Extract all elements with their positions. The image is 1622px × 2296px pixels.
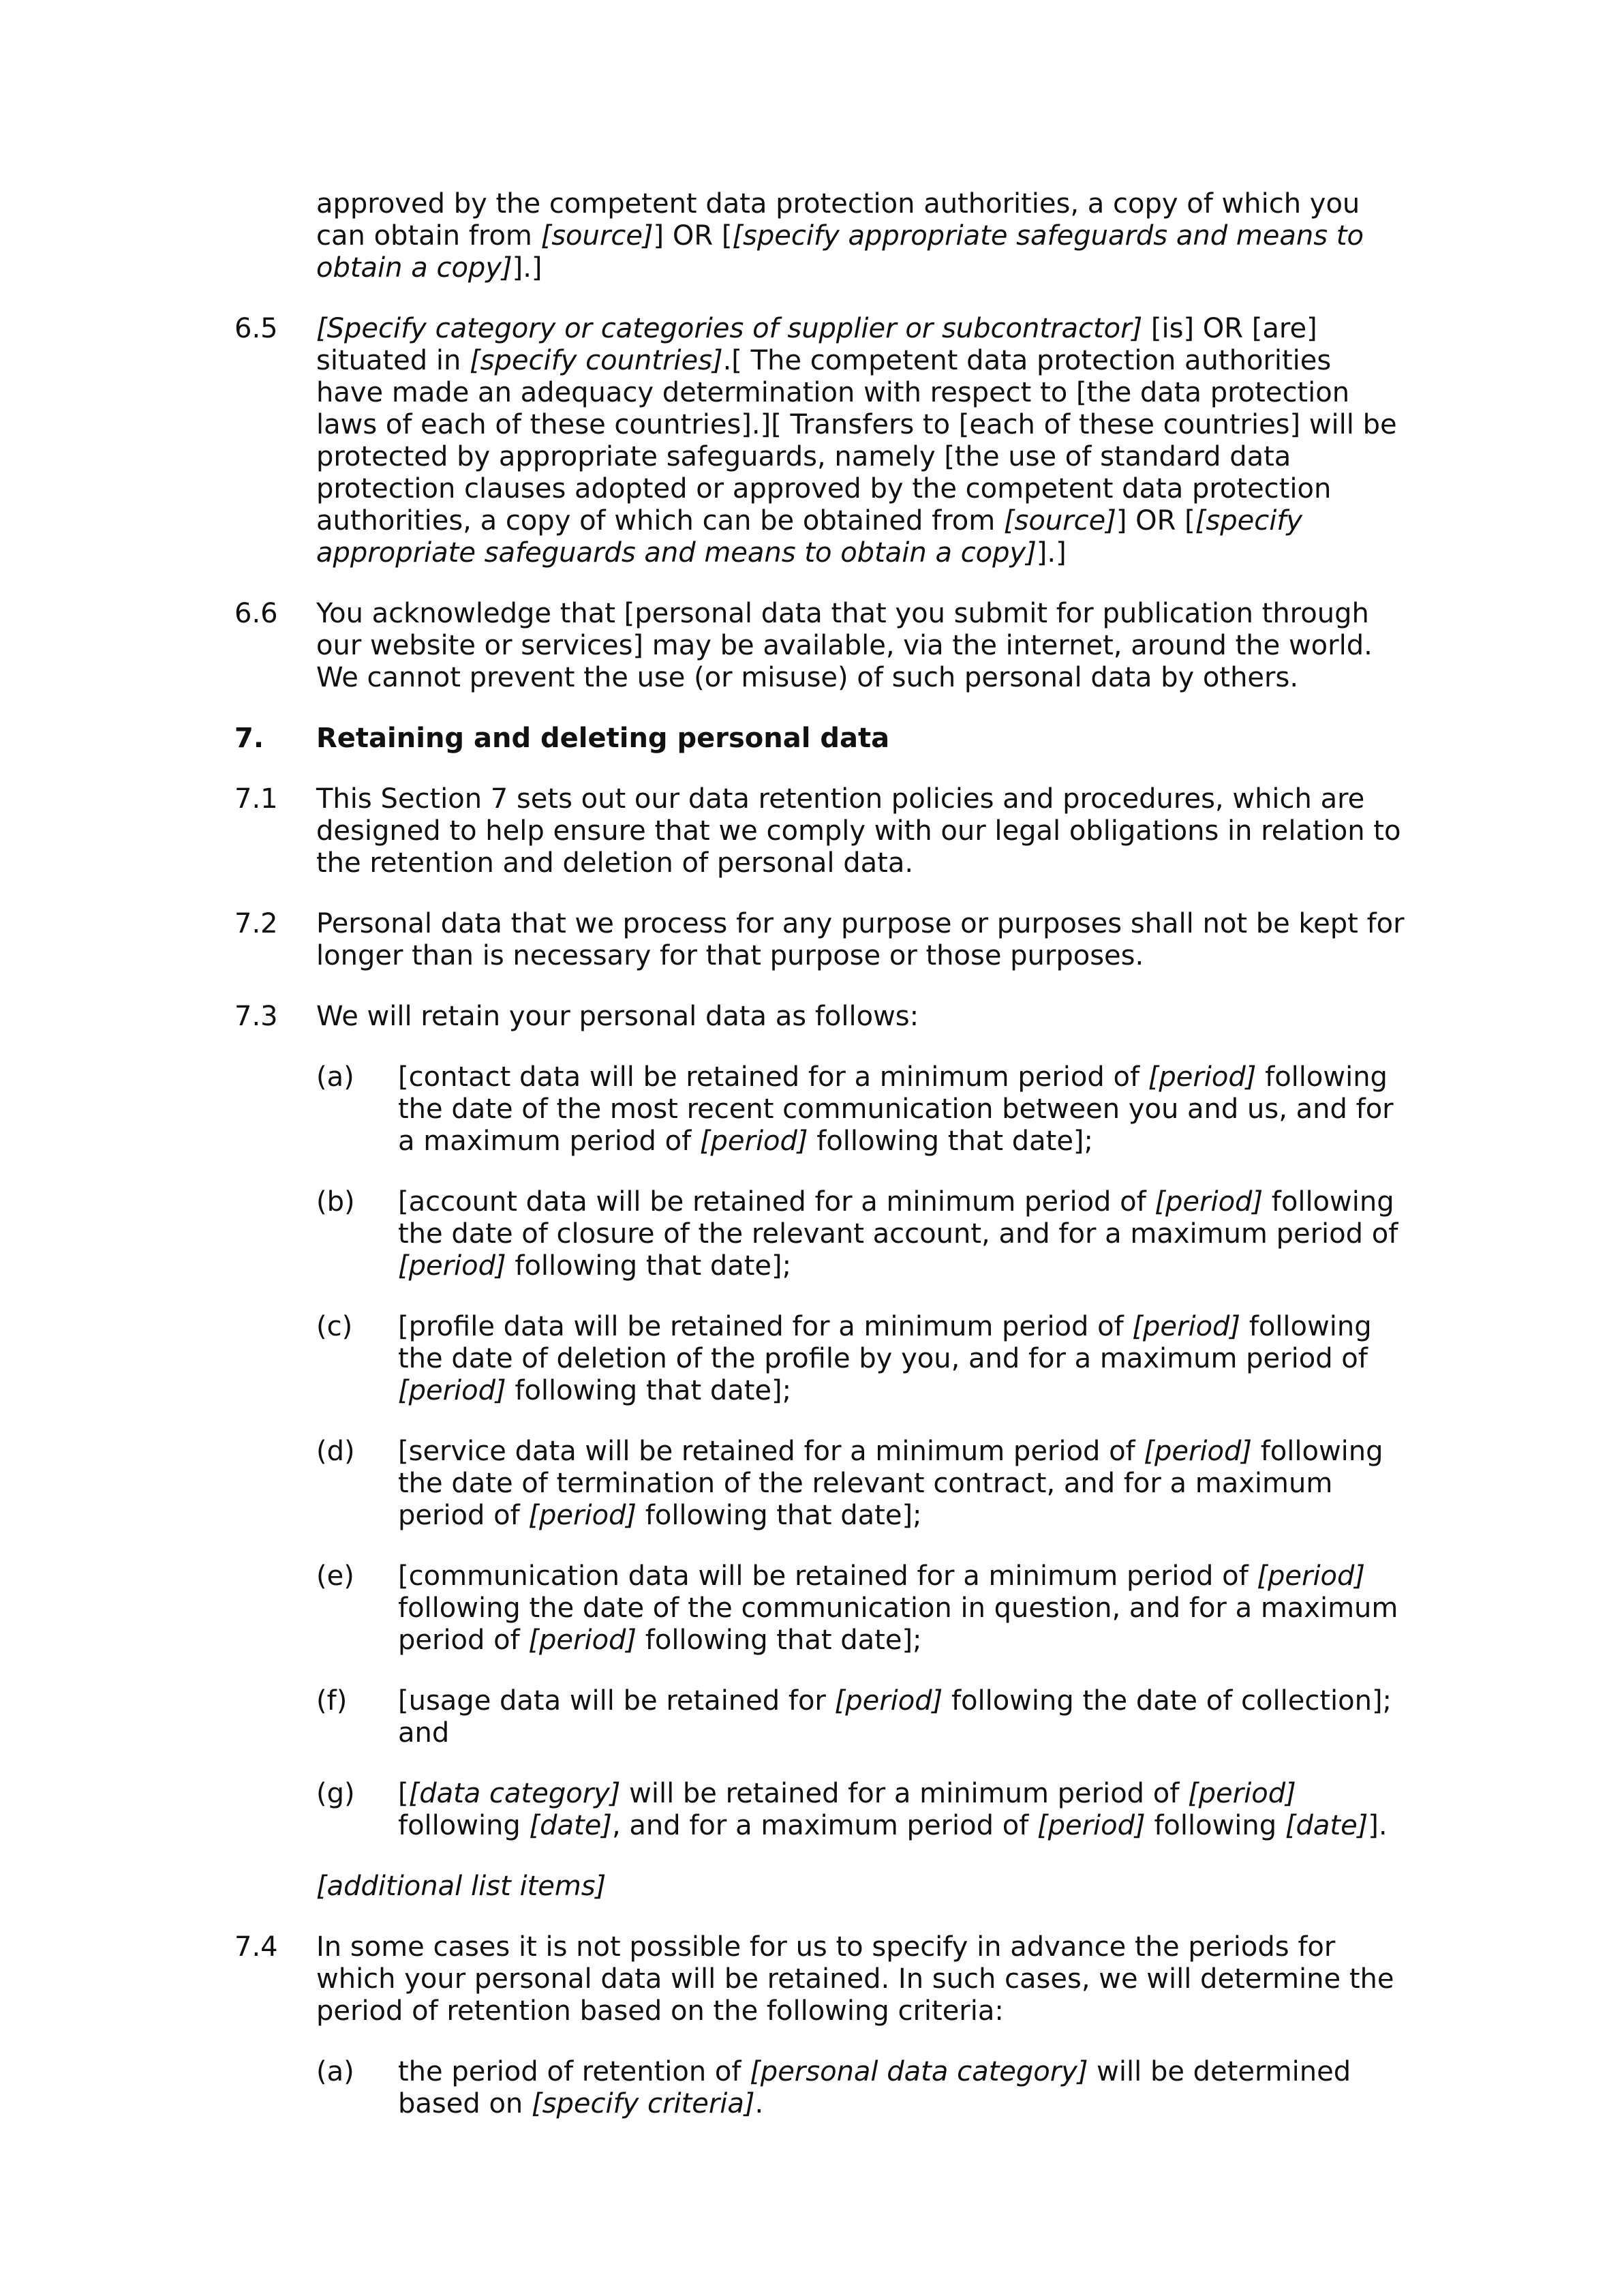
clause-6-6-text (316, 598, 1373, 693)
placeholder-text: [period] (834, 1685, 943, 1717)
list-item-number: (g) (316, 1778, 355, 1809)
placeholder-text: [period] (1154, 1186, 1264, 1218)
clause-number: 7.4 (234, 1931, 278, 1963)
text-run: approved by the competent data protection authorities, a copy of which you can obtain from (316, 188, 1360, 252)
placeholder-text: [period] (1257, 1560, 1366, 1592)
text-run: [service data will be retained for a minimum period of (398, 1436, 1144, 1467)
placeholder-text: [period] (528, 1625, 637, 1656)
text-run: [contact data will be retained for a minimum period of (398, 1061, 1148, 1093)
placeholder-text: [period] (1148, 1061, 1257, 1093)
document-body (234, 188, 1407, 2149)
clause-7-4-list (234, 2056, 1407, 2120)
placeholder-text: [specify appropriate safeguards and means to obtain a copy] (316, 220, 1364, 284)
text-run: will be retained for a minimum period of (620, 1778, 1189, 1809)
clause-7-3 (234, 1001, 1407, 1033)
clause-6-6 (234, 598, 1407, 694)
section-7-heading (234, 723, 1407, 755)
section-title: Retaining and deleting personal data (316, 723, 890, 754)
clause-7-3-text (316, 1001, 919, 1032)
text-run: following (1145, 1810, 1285, 1841)
text-run: [ (398, 1778, 409, 1809)
text-run: following the date of termination of the relevant contract, and for a maximum period of (398, 1436, 1383, 1531)
placeholder-text: [period] (699, 1126, 808, 1157)
list-item (234, 1061, 1407, 1158)
placeholder-text: [date] (1285, 1810, 1368, 1841)
list-item (234, 1560, 1407, 1657)
text-run: will be determined based on (398, 2056, 1351, 2119)
text-run: following the date of the most recent communication between you and us, and for a maximum period of (398, 1061, 1394, 1157)
list-item-text (398, 1685, 1392, 1749)
text-run: following the date of closure of the relevant account, and for a maximum period of (398, 1186, 1398, 1250)
text-run: ].] (512, 252, 542, 284)
text-run: This Section 7 sets out our data retention policies and procedures, which are designed to help ensure that we comply with our legal obligations in relation to the retention and deletion of personal data. (316, 783, 1401, 879)
clause-7-3-list (234, 1061, 1407, 1842)
clause-7-4 (234, 1931, 1407, 2027)
clause-6-4-text (316, 188, 1364, 284)
placeholder-text: [date] (529, 1810, 612, 1841)
placeholder-text: [period] (398, 1250, 506, 1282)
placeholder-text: [source] (1003, 505, 1116, 537)
clause-7-2 (234, 908, 1407, 972)
list-item-number: (d) (316, 1436, 355, 1467)
list-item (234, 1436, 1407, 1532)
text-run: following the date of the communication in question, and for a maximum period of (398, 1592, 1398, 1656)
list-item-number: (b) (316, 1186, 355, 1218)
placeholder-text: [specify countries] (470, 345, 723, 376)
text-run: following (398, 1810, 530, 1841)
list-item (234, 1685, 1407, 1749)
list-item (234, 2056, 1407, 2120)
text-run: [account data will be retained for a minimum period of (398, 1186, 1155, 1218)
text-run: following that date]; (637, 1625, 922, 1656)
text-run: , and for a maximum period of (611, 1810, 1037, 1841)
list-item-number: (a) (316, 2056, 354, 2087)
clause-7-2-text (316, 908, 1405, 971)
text-run: the period of retention of (398, 2056, 750, 2087)
clause-number: 6.5 (234, 313, 278, 344)
list-item-number: (a) (316, 1061, 354, 1093)
placeholder-text: [data category] (408, 1778, 621, 1809)
text-run: following that date]; (506, 1250, 792, 1282)
placeholder-text: [specify criteria] (532, 2088, 755, 2119)
placeholder-text: [period] (1132, 1311, 1241, 1342)
text-run: following the date of deletion of the profile by you, and for a maximum period of (398, 1311, 1372, 1374)
clause-number: 7.2 (234, 908, 278, 939)
list-item-text (398, 1311, 1372, 1406)
clause-number: 6.6 (234, 598, 278, 629)
clause-6-5-text (316, 313, 1397, 569)
clause-number: 7.3 (234, 1001, 278, 1032)
list-item-text (398, 1560, 1398, 1656)
placeholder-text: [personal data category] (750, 2056, 1088, 2087)
placeholder-text: [period] (1188, 1778, 1296, 1809)
text-run: .[ The competent data protection authorities have made an adequacy determination with respect to [the data protection laws of each of these countries].][ Transfers to [each of these countries] will be protected by appropriate safeguards, namely [the use of standard data protection clauses adopted or approved by the competent data protection authorities, a copy of which can be obtained from (316, 345, 1397, 537)
list-item-text (398, 1186, 1398, 1282)
list-item-number: (e) (316, 1560, 354, 1592)
text-run: [usage data will be retained for (398, 1685, 835, 1717)
list-item-number: (f) (316, 1685, 348, 1717)
clause-7-1-text (316, 783, 1401, 879)
section-number: 7. (234, 723, 264, 754)
text-run: [is] OR [are] situated in (316, 313, 1317, 376)
text-run: ]. (1368, 1810, 1388, 1841)
clause-6-5 (234, 313, 1407, 569)
text-run: following that date]; (808, 1126, 1094, 1157)
clause-7-4-text (316, 1931, 1394, 2027)
clause-6-4-continuation (234, 188, 1407, 284)
text-run: ] OR [ (1116, 505, 1195, 537)
list-item (234, 1311, 1407, 1407)
placeholder-text: [period] (1037, 1810, 1146, 1841)
text-run: You acknowledge that [personal data that you submit for publication through our website or services] may be available, via the internet, around the world. We cannot prevent the use (or misuse) of such personal data by others. (316, 598, 1373, 693)
placeholder-text: [period] (398, 1375, 506, 1406)
list-item (234, 1186, 1407, 1282)
text-run: following that date]; (506, 1375, 792, 1406)
list-item-text (398, 1778, 1388, 1841)
text-run: Personal data that we process for any purpose or purposes shall not be kept for longer than is necessary for that purpose or those purposes. (316, 908, 1405, 971)
list-item-text (398, 1436, 1383, 1531)
placeholder-text: [period] (528, 1500, 637, 1531)
text-run: We will retain your personal data as follows: (316, 1001, 919, 1032)
placeholder-text: [Specify category or categories of supplier or subcontractor] (316, 313, 1143, 344)
text-run: [profile data will be retained for a minimum period of (398, 1311, 1133, 1342)
placeholder-text: [source] (540, 220, 654, 252)
list-item (234, 1778, 1407, 1842)
text-run: In some cases it is not possible for us to specify in advance the periods for which your personal data will be retained. In such cases, we will determine the period of retention based on the following criteria: (316, 1931, 1394, 2027)
text-run: . (754, 2088, 764, 2119)
placeholder-text: [period] (1144, 1436, 1252, 1467)
clause-7-1 (234, 783, 1407, 879)
additional-list-items-text: [additional list items] (316, 1871, 607, 1902)
list-item-text (398, 2056, 1351, 2119)
text-run: ] OR [ (653, 220, 733, 252)
list-item-number: (c) (316, 1311, 353, 1342)
text-run: following that date]; (637, 1500, 922, 1531)
list-item-text (398, 1061, 1394, 1157)
additional-list-items (234, 1871, 1407, 1903)
placeholder-text: [specify appropriate safeguards and means to obtain a copy] (316, 505, 1303, 569)
text-run: ].] (1036, 537, 1067, 569)
clause-number: 7.1 (234, 783, 278, 815)
text-run: following the date of collection]; and (398, 1685, 1392, 1749)
text-run: [communication data will be retained for a minimum period of (398, 1560, 1257, 1592)
